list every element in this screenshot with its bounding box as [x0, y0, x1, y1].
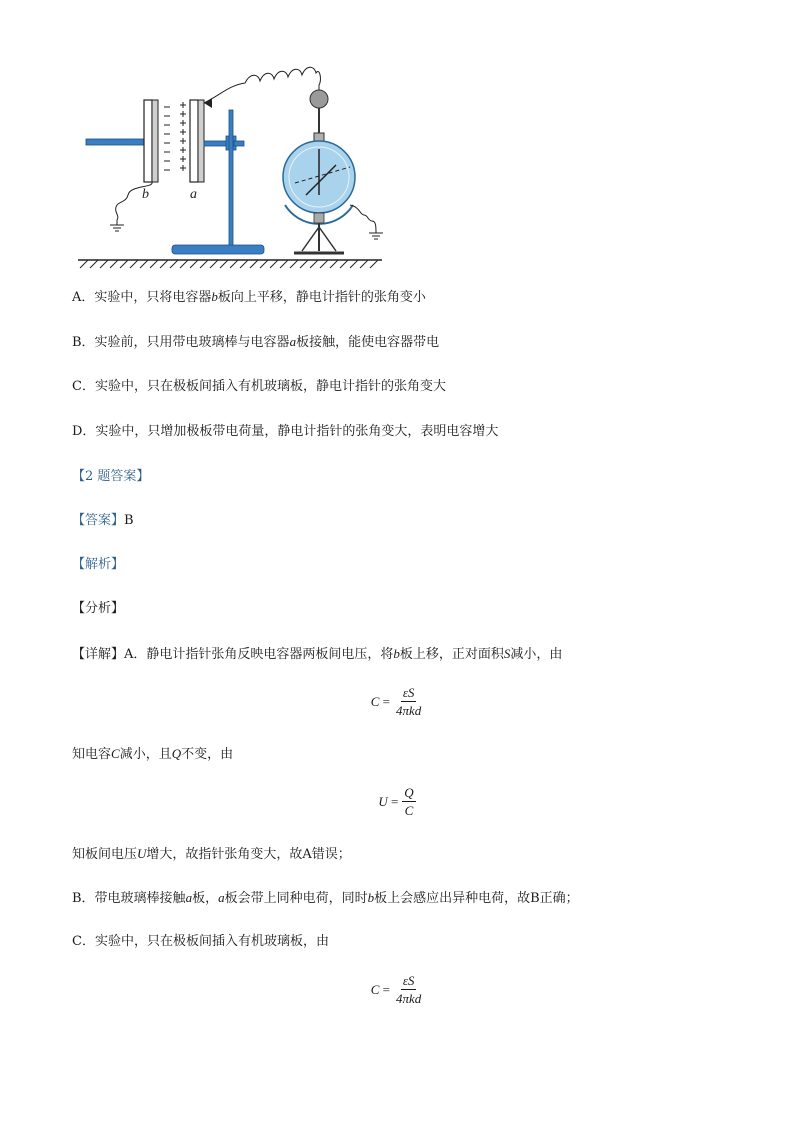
option-a: A．实验中，只将电容器b板向上平移，静电计指针的张角变小 [72, 289, 426, 305]
coiled-wire [204, 67, 320, 103]
option-d: D．实验中，只增加极板带电荷量，静电计指针的张角变大，表明电容增大 [72, 424, 499, 439]
option-b: B．实验前，只用带电玻璃棒与电容器a板接触，能使电容器带电 [72, 334, 440, 350]
plate-a [190, 100, 198, 182]
fenxi-header: 【分析】 [72, 601, 125, 616]
capacitor-electrometer-diagram [70, 55, 400, 270]
option-c: C．实验中，只在极板间插入有机玻璃板，静电计指针的张角变大 [72, 379, 446, 394]
wire-arrow [204, 98, 212, 108]
answer-header: 【2 题答案】 [72, 469, 150, 484]
plate-a-side [198, 100, 204, 182]
label-b: b [142, 187, 149, 202]
insulating-rod-left [86, 139, 144, 145]
ground-hatch [80, 260, 378, 268]
stand-base [172, 245, 264, 254]
line-b-detail: B．带电玻璃棒接触a板，a板会带上同种电荷，同时b板上会感应出异种电荷，故B正确； [72, 890, 579, 906]
plate-b-minus-signs [164, 107, 170, 170]
label-a: a [190, 187, 197, 202]
fraction: $\frac{\varepsilon S}{\text{4πkd}}$ [395, 685, 422, 718]
detail-line-a: 【详解】A．静电计指针张角反映电容器两板间电压，将b板上移，正对面积S减小，由 [72, 646, 563, 662]
ground-wire-electrometer [350, 205, 376, 233]
plate-b [144, 100, 152, 182]
formula-capacitance-1: C = $\frac{\varepsilon S}{\text{4πkd}}$ [370, 685, 422, 718]
formula-voltage: U = $\frac{Q}{C}$ [378, 785, 414, 818]
analysis-header: 【解析】 [72, 557, 125, 572]
line-c-decrease: 知电容C减小，且Q不变，由 [72, 746, 234, 762]
plate-b-side [152, 100, 158, 182]
electrometer-ball [310, 90, 328, 108]
answer-line: 【答案】B [72, 513, 134, 528]
line-c-detail: C．实验中，只在极板间插入有机玻璃板，由 [72, 934, 329, 949]
stand-pole [229, 110, 233, 250]
experiment-figure [70, 55, 400, 270]
fraction: $\frac{\varepsilon S}{\text{4πkd}}$ [395, 973, 422, 1006]
formula-capacitance-2: C = $\frac{\varepsilon S}{\text{4πkd}}$ [370, 973, 422, 1006]
fraction: $\frac{Q}{C}$ [404, 785, 414, 818]
line-u-increase: 知板间电压U增大，故指针张角变大，故A错误； [72, 846, 351, 862]
plate-a-plus-signs [180, 102, 186, 171]
